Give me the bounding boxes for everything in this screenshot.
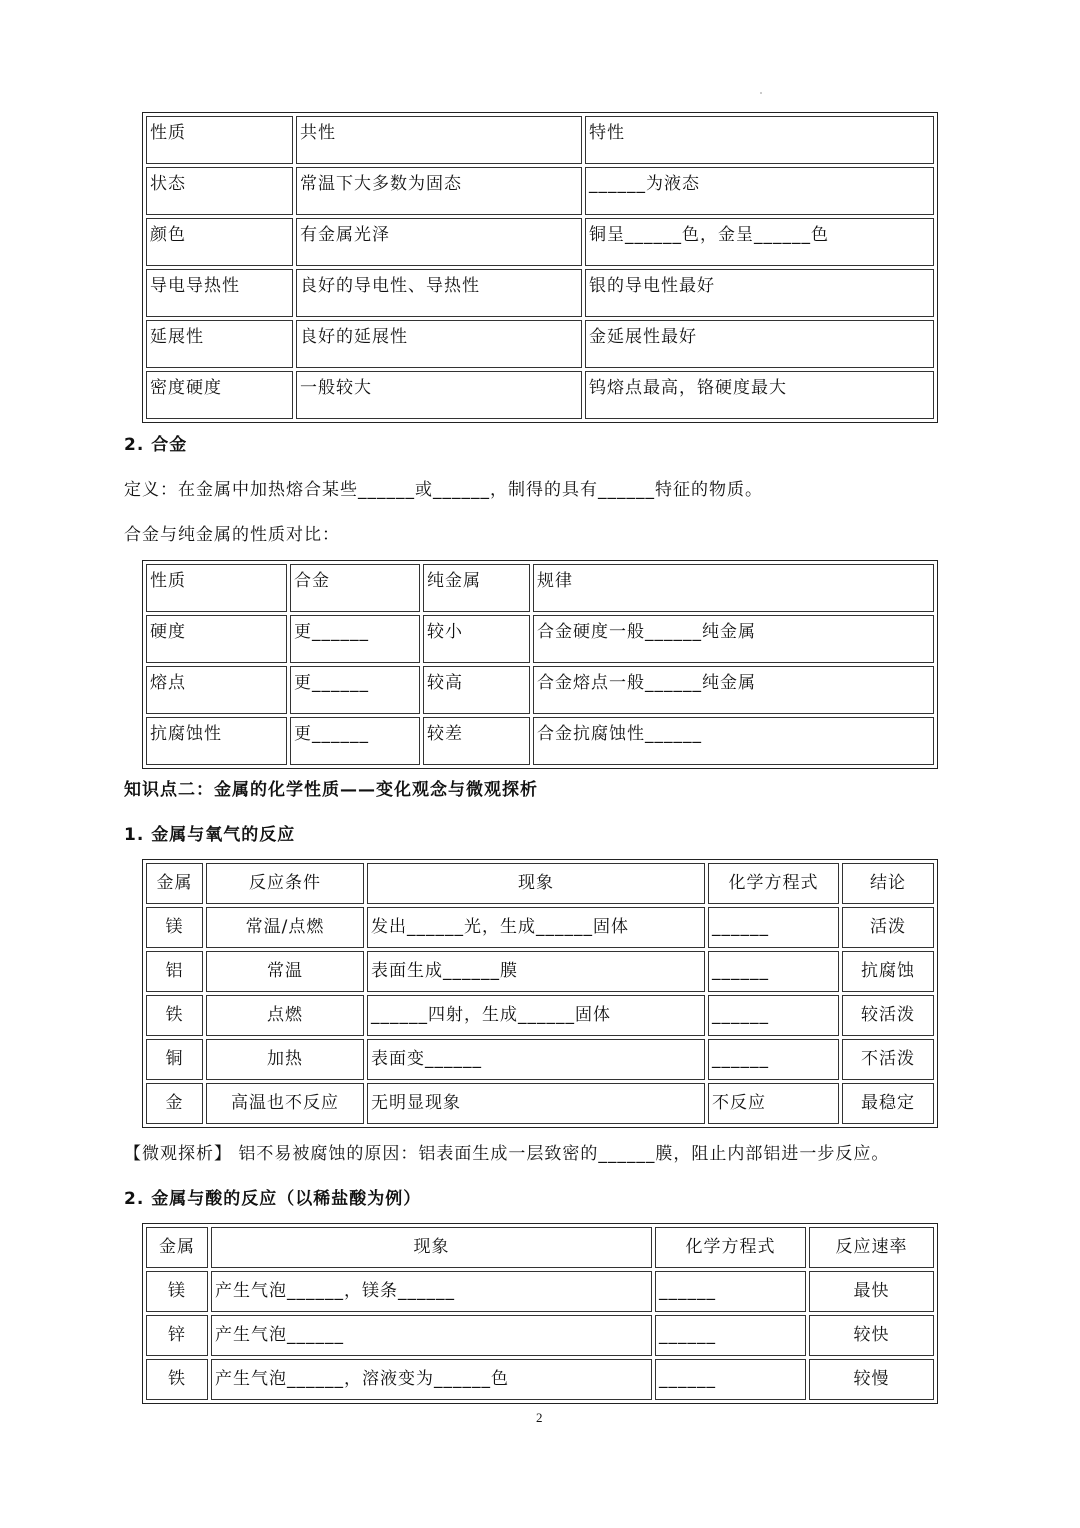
table-cell: 更______ bbox=[290, 666, 420, 714]
table-cell: 一般较大 bbox=[296, 371, 582, 419]
table-header-cell: 金属 bbox=[146, 863, 203, 904]
table-header-cell: 结论 bbox=[842, 863, 934, 904]
table-cell: 镁 bbox=[146, 1271, 208, 1312]
table-cell: 钨熔点最高，铬硬度最大 bbox=[585, 371, 934, 419]
table-header-cell: 化学方程式 bbox=[655, 1227, 806, 1268]
table-cell: 共性 bbox=[296, 116, 582, 164]
table-cell: 常温 bbox=[206, 951, 364, 992]
table-cell: 加热 bbox=[206, 1039, 364, 1080]
table-cell: 金延展性最好 bbox=[585, 320, 934, 368]
table-row bbox=[146, 666, 934, 714]
table-row bbox=[146, 1083, 934, 1124]
table-cell: 点燃 bbox=[206, 995, 364, 1036]
table-cell: 镁 bbox=[146, 907, 203, 948]
table-cell: 常温下大多数为固态 bbox=[296, 167, 582, 215]
table-cell: 表面生成______膜 bbox=[367, 951, 705, 992]
table-cell: ______ bbox=[655, 1271, 806, 1312]
table-row bbox=[146, 564, 934, 612]
table-cell: 活泼 bbox=[842, 907, 934, 948]
table-cell: 铁 bbox=[146, 1359, 208, 1400]
table-cell: ______ bbox=[708, 951, 839, 992]
table-cell: ______ bbox=[708, 907, 839, 948]
alloy-compare-title: 合金与纯金属的性质对比： bbox=[124, 525, 340, 545]
table-header-row bbox=[146, 863, 934, 904]
table-row bbox=[146, 1039, 934, 1080]
table-cell: 不反应 bbox=[708, 1083, 839, 1124]
knowledge-point-2-heading: 知识点二：金属的化学性质——变化观念与微观探析 bbox=[124, 780, 538, 800]
table-cell: ______ bbox=[708, 995, 839, 1036]
table-row bbox=[146, 218, 934, 266]
table-cell: ______ bbox=[655, 1315, 806, 1356]
table-row bbox=[146, 951, 934, 992]
table-cell: 抗腐蚀性 bbox=[146, 717, 287, 765]
table-cell: ______为液态 bbox=[585, 167, 934, 215]
scan-dot bbox=[760, 92, 762, 94]
table-cell: 抗腐蚀 bbox=[842, 951, 934, 992]
table-cell: 延展性 bbox=[146, 320, 293, 368]
oxygen-reaction-heading: 1. 金属与氧气的反应 bbox=[124, 825, 296, 845]
table-cell: 高温也不反应 bbox=[206, 1083, 364, 1124]
table-row bbox=[146, 1315, 934, 1356]
table-cell: 常温/点燃 bbox=[206, 907, 364, 948]
table-cell: 良好的导电性、导热性 bbox=[296, 269, 582, 317]
table-cell: 良好的延展性 bbox=[296, 320, 582, 368]
table-row bbox=[146, 1271, 934, 1312]
table-cell: ______ bbox=[655, 1359, 806, 1400]
page-number: 2 bbox=[536, 1410, 543, 1425]
table-cell: 更______ bbox=[290, 717, 420, 765]
table-cell: 合金硬度一般______纯金属 bbox=[533, 615, 934, 663]
table-cell: ______ bbox=[708, 1039, 839, 1080]
table-cell: 产生气泡______ bbox=[211, 1315, 652, 1356]
table-cell: 合金熔点一般______纯金属 bbox=[533, 666, 934, 714]
table-cell: 最稳定 bbox=[842, 1083, 934, 1124]
table-header-cell: 反应条件 bbox=[206, 863, 364, 904]
table-cell: 铜呈______色，金呈______色 bbox=[585, 218, 934, 266]
table-cell: 较慢 bbox=[809, 1359, 934, 1400]
table-cell: 性质 bbox=[146, 564, 287, 612]
table-cell: 导电导热性 bbox=[146, 269, 293, 317]
table-row bbox=[146, 907, 934, 948]
table-cell: 最快 bbox=[809, 1271, 934, 1312]
table-cell: 规律 bbox=[533, 564, 934, 612]
table-cell: 更______ bbox=[290, 615, 420, 663]
table-header-cell: 金属 bbox=[146, 1227, 208, 1268]
table-row bbox=[146, 167, 934, 215]
micro-analysis-note: 【微观探析】 铝不易被腐蚀的原因：铝表面生成一层致密的______膜，阻止内部铝进一步反应。 bbox=[124, 1144, 890, 1164]
table-cell: 较小 bbox=[423, 615, 530, 663]
table-cell: 铁 bbox=[146, 995, 203, 1036]
table-cell: 密度硬度 bbox=[146, 371, 293, 419]
table-cell: 性质 bbox=[146, 116, 293, 164]
table-row bbox=[146, 371, 934, 419]
table-cell: ______四射，生成______固体 bbox=[367, 995, 705, 1036]
table-cell: 特性 bbox=[585, 116, 934, 164]
table-header-row bbox=[146, 1227, 934, 1268]
table-cell: 铜 bbox=[146, 1039, 203, 1080]
table-cell: 锌 bbox=[146, 1315, 208, 1356]
table-cell: 纯金属 bbox=[423, 564, 530, 612]
alloy-heading: 2. 合金 bbox=[124, 435, 188, 455]
table-cell: 较活泼 bbox=[842, 995, 934, 1036]
alloy-definition: 定义：在金属中加热熔合某些______或______，制得的具有______特征的物质。 bbox=[124, 480, 763, 500]
table-row bbox=[146, 615, 934, 663]
metal-oxygen-reaction-table bbox=[142, 859, 938, 1128]
table-row bbox=[146, 1359, 934, 1400]
table-cell: 较高 bbox=[423, 666, 530, 714]
metal-physical-properties-table bbox=[142, 112, 938, 423]
table-cell: 发出______光，生成______固体 bbox=[367, 907, 705, 948]
table-cell: 产生气泡______，溶液变为______色 bbox=[211, 1359, 652, 1400]
table-row bbox=[146, 320, 934, 368]
table-cell: 硬度 bbox=[146, 615, 287, 663]
table-row bbox=[146, 995, 934, 1036]
table-header-cell: 现象 bbox=[367, 863, 705, 904]
table-header-cell: 化学方程式 bbox=[708, 863, 839, 904]
table-cell: 较快 bbox=[809, 1315, 934, 1356]
table-header-cell: 反应速率 bbox=[809, 1227, 934, 1268]
table-cell: 金 bbox=[146, 1083, 203, 1124]
alloy-comparison-table bbox=[142, 560, 938, 769]
table-cell: 银的导电性最好 bbox=[585, 269, 934, 317]
table-cell: 表面变______ bbox=[367, 1039, 705, 1080]
metal-acid-reaction-table bbox=[142, 1223, 938, 1404]
acid-reaction-heading: 2. 金属与酸的反应（以稀盐酸为例） bbox=[124, 1189, 422, 1209]
table-cell: 合金抗腐蚀性______ bbox=[533, 717, 934, 765]
table-row bbox=[146, 717, 934, 765]
table-row bbox=[146, 269, 934, 317]
table-cell: 熔点 bbox=[146, 666, 287, 714]
table-cell: 合金 bbox=[290, 564, 420, 612]
table-cell: 状态 bbox=[146, 167, 293, 215]
table-cell: 有金属光泽 bbox=[296, 218, 582, 266]
table-cell: 产生气泡______，镁条______ bbox=[211, 1271, 652, 1312]
table-cell: 铝 bbox=[146, 951, 203, 992]
table-cell: 不活泼 bbox=[842, 1039, 934, 1080]
table-header-cell: 现象 bbox=[211, 1227, 652, 1268]
table-cell: 颜色 bbox=[146, 218, 293, 266]
table-cell: 无明显现象 bbox=[367, 1083, 705, 1124]
table-row bbox=[146, 116, 934, 164]
table-cell: 较差 bbox=[423, 717, 530, 765]
